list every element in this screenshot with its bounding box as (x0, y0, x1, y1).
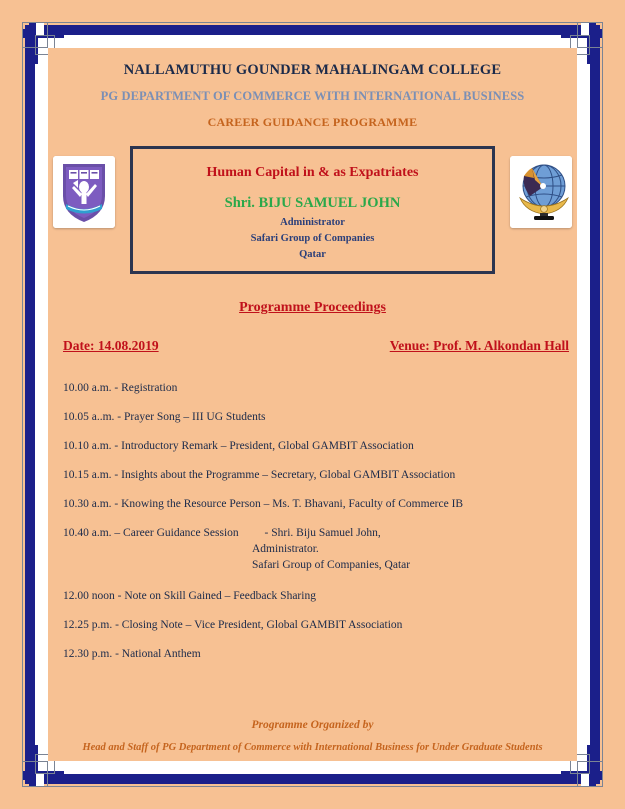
schedule-item: 10.40 a.m. – Career Guidance Session - Shri. Biju Samuel John, (63, 527, 381, 539)
footer-organized-by: Programme Organized by (251, 719, 374, 731)
hero-row (48, 146, 577, 274)
schedule-item: 10.30 a.m. - Knowing the Resource Person – Ms. T. Bhavani, Faculty of Commerce IB (63, 498, 464, 510)
event-venue: Venue: Prof. M. Alkondan Hall (389, 338, 569, 353)
schedule-item-continuation: Administrator. (252, 543, 319, 555)
schedule-item: 10.10 a.m. - Introductory Remark – President, Global GAMBIT Association (63, 440, 414, 452)
schedule-item-continuation: Safari Group of Companies, Qatar (252, 559, 411, 571)
schedule-item: 10.05 a..m. - Prayer Song – III UG Students (63, 411, 266, 423)
programme-name: CAREER GUIDANCE PROGRAMME (207, 115, 418, 129)
proceedings-heading: Programme Proceedings (239, 300, 386, 315)
speaker-box (130, 146, 495, 274)
speaker-organization: Safari Group of Companies (250, 233, 375, 244)
header-block (48, 48, 577, 130)
speaker-role: Administrator (280, 217, 345, 228)
speaker-name: Shri. BIJU SAMUEL JOHN (224, 195, 401, 211)
talk-title: Human Capital in & as Expatriates (206, 165, 419, 180)
schedule-item: 10.15 a.m. - Insights about the Programme – Secretary, Global GAMBIT Association (63, 469, 456, 481)
department-name: PG DEPARTMENT OF COMMERCE WITH INTERNATIONAL BUSINESS (100, 89, 525, 103)
schedule-item: 12.30 p.m. - National Anthem (63, 648, 201, 660)
schedule-item: 12.25 p.m. - Closing Note – Vice President, Global GAMBIT Association (63, 619, 403, 631)
schedule-item: 12.00 noon - Note on Skill Gained – Feedback Sharing (63, 590, 316, 602)
footer-block (48, 719, 577, 753)
schedule-item: 10.00 a.m. - Registration (63, 382, 178, 394)
date-venue-row (48, 338, 577, 358)
college-crest-icon (53, 156, 115, 228)
speaker-place: Qatar (299, 249, 326, 260)
event-date: Date: 14.08.2019 (63, 338, 159, 353)
footer-organizer-detail: Head and Staff of PG Department of Commerce with International Business for Under Graduate Students (82, 742, 543, 753)
college-name: NALLAMUTHU GOUNDER MAHALINGAM COLLEGE (123, 62, 502, 78)
poster-content (48, 48, 577, 761)
schedule-list (48, 382, 577, 660)
globe-emblem-icon (510, 156, 572, 228)
